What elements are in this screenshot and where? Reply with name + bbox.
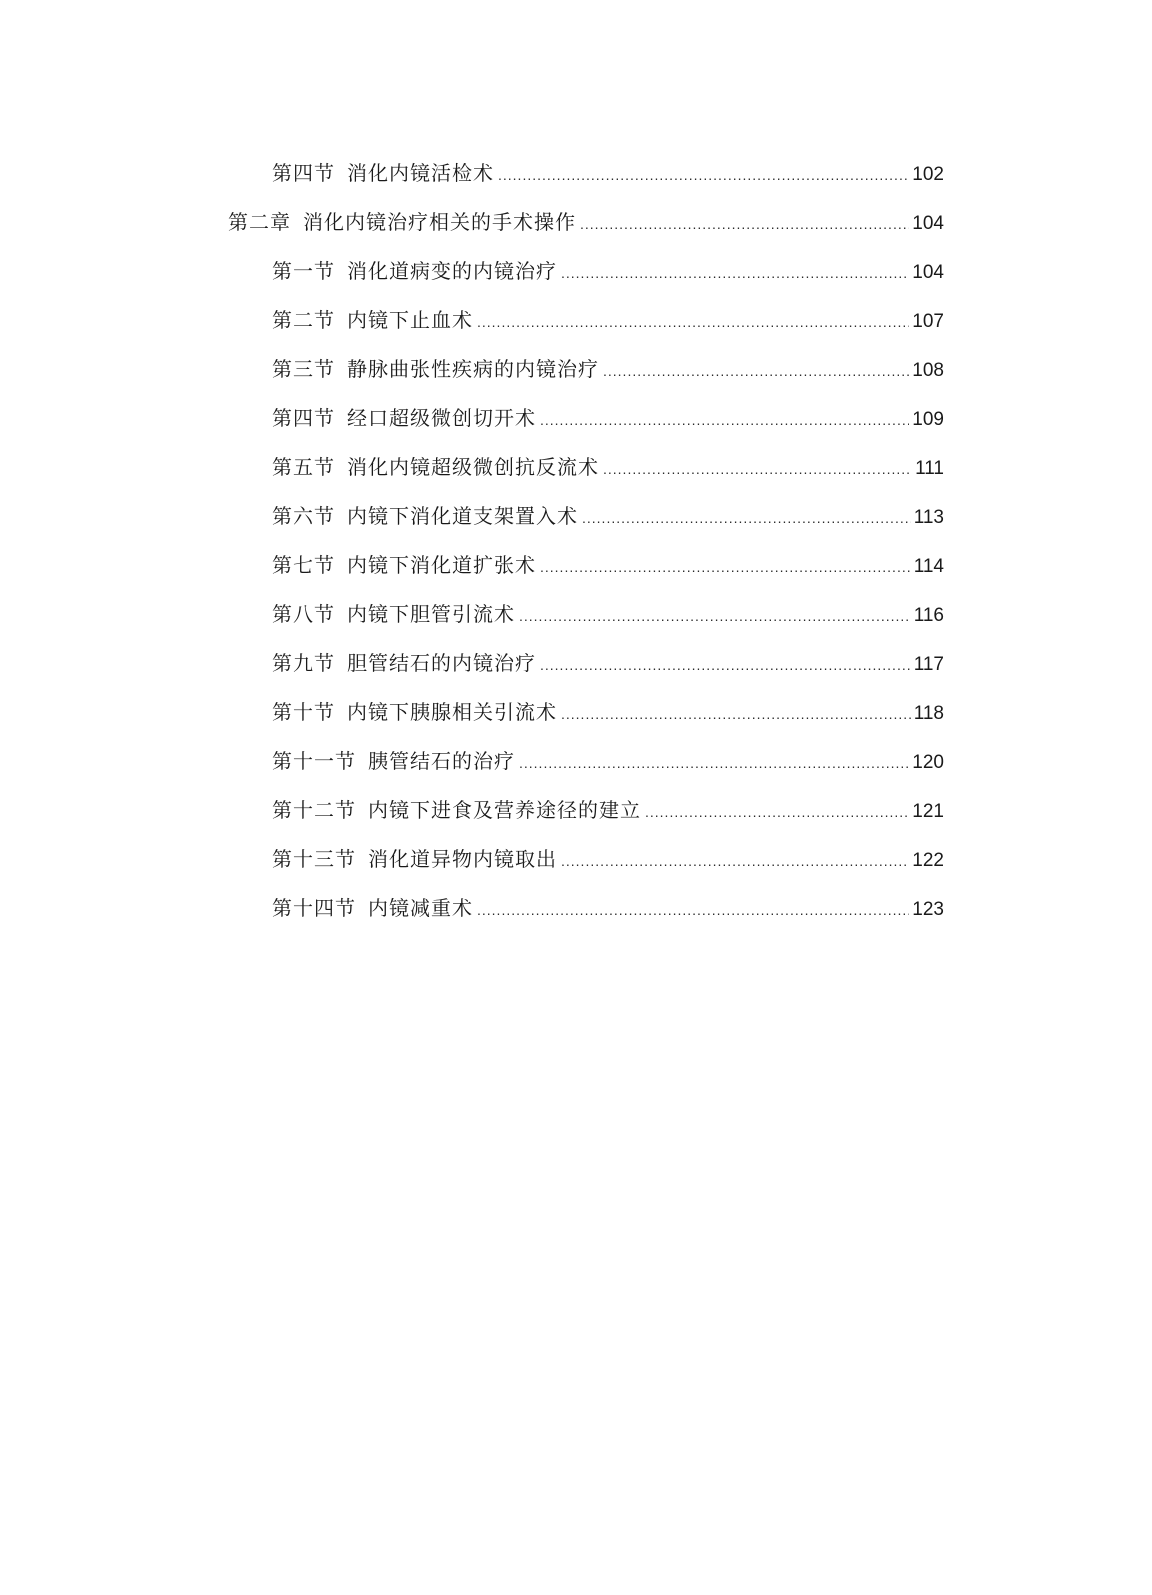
toc-entry-title: 消化道病变的内镜治疗 <box>347 259 557 283</box>
toc-entry-section[interactable] <box>272 597 944 631</box>
toc-entry-label <box>272 450 599 484</box>
dot-leader <box>582 501 911 535</box>
toc-entry-label <box>272 303 473 337</box>
toc-entry-title: 内镜下消化道扩张术 <box>347 553 536 577</box>
toc-entry-page: 113 <box>913 507 944 528</box>
toc-entry-page: 104 <box>912 213 944 234</box>
toc-entry-title: 静脉曲张性疾病的内镜治疗 <box>347 357 599 381</box>
toc-entry-number: 第五节 <box>272 455 335 479</box>
toc-entry-page: 114 <box>913 556 944 577</box>
toc-entry-number: 第十四节 <box>272 896 356 920</box>
toc-entry-label <box>272 793 641 827</box>
toc-entry-title: 内镜下进食及营养途径的建立 <box>368 798 641 822</box>
toc-entry-label <box>272 548 536 582</box>
dot-leader <box>519 746 909 780</box>
dot-leader <box>561 256 909 290</box>
toc-entry-number: 第二章 <box>228 210 291 234</box>
dot-leader <box>540 550 911 584</box>
toc-entry-page: 109 <box>912 409 944 430</box>
toc-entry-section[interactable] <box>272 744 944 778</box>
toc-entry-section[interactable] <box>272 499 944 533</box>
toc-entry-section[interactable] <box>272 254 944 288</box>
toc-entry-number: 第十二节 <box>272 798 356 822</box>
toc-entry-title: 内镜下消化道支架置入术 <box>347 504 578 528</box>
toc-entry-title: 内镜减重术 <box>368 896 473 920</box>
toc-entry-section[interactable] <box>272 450 944 484</box>
toc-entry-number: 第三节 <box>272 357 335 381</box>
toc-entry-number: 第十三节 <box>272 847 356 871</box>
dot-leader <box>519 599 911 633</box>
toc-entry-number: 第八节 <box>272 602 335 626</box>
toc-entry-title: 内镜下止血术 <box>347 308 473 332</box>
toc-entry-page: 102 <box>912 164 944 185</box>
toc-entry-label <box>272 401 536 435</box>
toc-entry-label <box>272 744 515 778</box>
toc-entry-section[interactable] <box>272 646 944 680</box>
toc-entry-page: 111 <box>915 458 944 479</box>
toc-entry-page: 121 <box>912 801 944 822</box>
toc-entry-page: 118 <box>913 703 944 724</box>
toc-entry-label <box>272 156 494 190</box>
toc-entry-section[interactable] <box>272 891 944 925</box>
toc-entry-chapter[interactable] <box>228 205 944 239</box>
toc-entry-label <box>272 842 557 876</box>
toc-entry-page: 104 <box>912 262 944 283</box>
toc-entry-section[interactable] <box>272 352 944 386</box>
toc-entry-title: 消化道异物内镜取出 <box>368 847 557 871</box>
toc-entry-title: 胰管结石的治疗 <box>368 749 515 773</box>
toc-entry-title: 消化内镜治疗相关的手术操作 <box>303 210 576 234</box>
dot-leader <box>498 158 909 192</box>
toc-entry-number: 第十一节 <box>272 749 356 773</box>
dot-leader <box>603 452 912 486</box>
dot-leader <box>561 697 911 731</box>
toc-entry-title: 胆管结石的内镜治疗 <box>347 651 536 675</box>
toc-entry-section[interactable] <box>272 695 944 729</box>
toc-entry-page: 123 <box>912 899 944 920</box>
toc-entry-title: 消化内镜超级微创抗反流术 <box>347 455 599 479</box>
dot-leader <box>540 403 909 437</box>
toc-entry-page: 107 <box>912 311 944 332</box>
dot-leader <box>561 844 909 878</box>
dot-leader <box>477 893 909 927</box>
dot-leader <box>645 795 909 829</box>
toc-entry-page: 122 <box>912 850 944 871</box>
toc-entry-number: 第六节 <box>272 504 335 528</box>
toc-entry-page: 116 <box>913 605 944 626</box>
dot-leader <box>540 648 911 682</box>
toc-entry-label <box>228 205 576 239</box>
toc-entry-title: 经口超级微创切开术 <box>347 406 536 430</box>
toc-entry-number: 第九节 <box>272 651 335 675</box>
toc-entry-title: 内镜下胰腺相关引流术 <box>347 700 557 724</box>
toc-entry-section[interactable] <box>272 548 944 582</box>
dot-leader <box>477 305 909 339</box>
dot-leader <box>603 354 909 388</box>
toc-entry-page: 108 <box>912 360 944 381</box>
dot-leader <box>580 207 909 241</box>
toc-entry-label <box>272 695 557 729</box>
toc-entry-section[interactable] <box>272 303 944 337</box>
toc-entry-page: 120 <box>912 752 944 773</box>
toc-entry-section[interactable] <box>272 401 944 435</box>
toc-entry-label <box>272 254 557 288</box>
toc-entry-title: 内镜下胆管引流术 <box>347 602 515 626</box>
toc-entry-label <box>272 646 536 680</box>
toc-entry-number: 第十节 <box>272 700 335 724</box>
toc-entry-page: 117 <box>913 654 944 675</box>
toc-entry-label <box>272 352 599 386</box>
toc-entry-number: 第四节 <box>272 161 335 185</box>
toc-entry-number: 第七节 <box>272 553 335 577</box>
toc-entry-title: 消化内镜活检术 <box>347 161 494 185</box>
toc-entry-section[interactable] <box>272 842 944 876</box>
toc-entry-number: 第一节 <box>272 259 335 283</box>
toc-entry-section[interactable] <box>272 156 944 190</box>
toc-entry-number: 第二节 <box>272 308 335 332</box>
toc-entry-number: 第四节 <box>272 406 335 430</box>
toc-entry-section[interactable] <box>272 793 944 827</box>
toc-entry-label <box>272 499 578 533</box>
toc-entry-label <box>272 891 473 925</box>
toc-entry-label <box>272 597 515 631</box>
